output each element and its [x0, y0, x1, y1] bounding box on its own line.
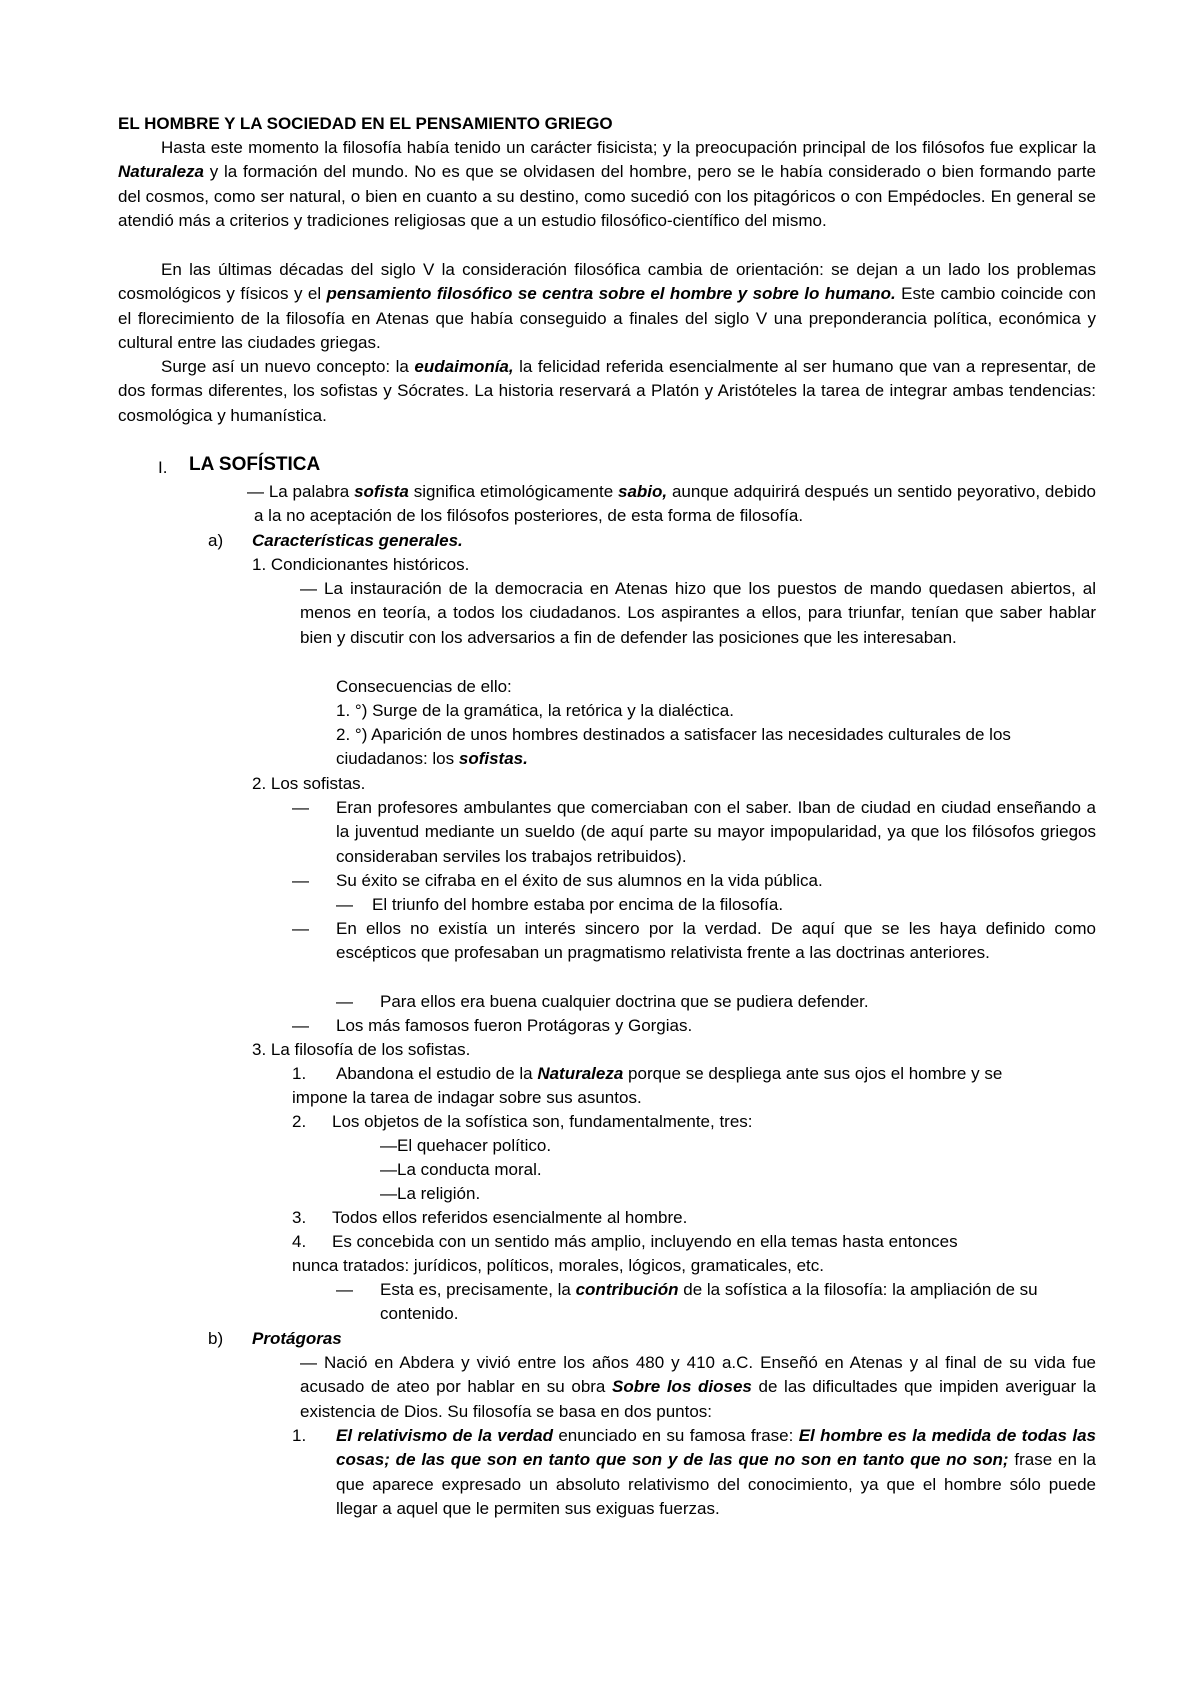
contribucion-text: Esta es, precisamente, la contribución de la sofística a la filosofía: la ampliación de su contenido.	[380, 1280, 1038, 1324]
filosofia-point-1: Abandona el estudio de la Naturaleza porque se despliega ante sus ojos el hombre y se	[336, 1064, 1003, 1083]
dash-marker: —	[336, 1280, 353, 1299]
document-title: EL HOMBRE Y LA SOCIEDAD EN EL PENSAMIENTO GRIEGO	[118, 114, 613, 133]
condicionantes-text: — La instauración de la democracia en Atenas hizo que los puestos de mando quedasen abiertos, al menos en teoría, a todos los ciudadanos. Los aspirantes a ellos, para triunfar, tenían que saber hablar bien y discutir con los adversarios a fin de defender las posiciones que les interesaban.	[300, 579, 1096, 647]
consecuencias-label: Consecuencias de ello:	[336, 677, 512, 696]
section-title: LA SOFÍSTICA	[189, 454, 321, 475]
section-number: I.	[158, 458, 168, 477]
objeto-religion: —La religión.	[380, 1184, 481, 1203]
subsection-b-title: Protágoras	[252, 1329, 342, 1348]
sofista-definition: — La palabra sofista significa etimológicamente sabio, aunque adquirirá después un sentido peyorativo, debido a la no aceptación de los filósofos posteriores, de esta forma de filosofía.	[247, 482, 1096, 526]
sofistas-point-4: Los más famosos fueron Protágoras y Gorgias.	[336, 1016, 693, 1035]
heading-condicionantes: 1. Condicionantes históricos.	[252, 555, 470, 574]
protagoras-intro: — Nació en Abdera y vivió entre los años 480 y 410 a.C. Enseñó en Atenas y al final de su vida fue acusado de ateo por hablar en su obra Sobre los dioses de las dificultades que impiden averiguar la existencia de Dios. Su filosofía se basa en dos puntos:	[300, 1353, 1096, 1421]
list-number: 1.	[292, 1426, 307, 1445]
consecuencia-2: 2. °) Aparición de unos hombres destinados a satisfacer las necesidades culturales de los ciudadanos: los sofistas.	[336, 725, 1011, 769]
dash-marker: —	[292, 871, 309, 890]
intro-paragraph-3: Surge así un nuevo concepto: la eudaimonía, la felicidad referida esencialmente al ser humano que van a representar, de dos formas diferentes, los sofistas y Sócrates. La historia reservará a Platón y Aristóteles la tarea de integrar ambas tendencias: cosmológica y humanística.	[118, 357, 1096, 425]
consecuencia-1: 1. °) Surge de la gramática, la retórica y la dialéctica.	[336, 701, 734, 720]
emphasis-eudaimonia: eudaimonía,	[414, 357, 514, 376]
heading-los-sofistas: 2. Los sofistas.	[252, 774, 366, 793]
subsection-a-label: a)	[208, 531, 224, 550]
dash-marker: —	[292, 919, 309, 938]
sofistas-point-2-sub: El triunfo del hombre estaba por encima de la filosofía.	[372, 895, 784, 914]
intro-paragraph-1: Hasta este momento la filosofía había tenido un carácter fisicista; y la preocupación principal de los filósofos fue explicar la Naturaleza y la formación del mundo. No es que se olvidasen del hombre, pero se le había considerado o bien formando parte del cosmos, como ser natural, o bien en cuanto a su destino, como sucedió con los pitagóricos o con Empédocles. En general se atendió más a criterios y tradiciones religiosas que a un estudio filosófico-científico del mismo.	[118, 138, 1096, 230]
subsection-b-label: b)	[208, 1329, 224, 1348]
dash-marker: —	[336, 895, 353, 914]
list-number: 4.	[292, 1232, 307, 1251]
emphasis-naturaleza: Naturaleza	[118, 162, 204, 182]
intro-paragraph-2: En las últimas décadas del siglo V la consideración filosófica cambia de orientación: se dejan a un lado los problemas cosmológicos y físicos y el pensamiento filosófico se centra sobre el hombre y sobre lo humano. Este cambio coincide con el florecimiento de la filosofía en Atenas que había conseguido a finales del siglo V una preponderancia política, económica y cultural entre las ciudades griegas.	[118, 260, 1097, 352]
dash-marker: —	[292, 1016, 309, 1035]
filosofia-point-2: Los objetos de la sofística son, fundamentalmente, tres:	[332, 1112, 753, 1131]
filosofia-point-4: Es concebida con un sentido más amplio, incluyendo en ella temas hasta entonces	[332, 1232, 958, 1251]
filosofia-point-1-cont: impone la tarea de indagar sobre sus asuntos.	[292, 1088, 642, 1107]
filosofia-point-3: Todos ellos referidos esencialmente al hombre.	[332, 1208, 688, 1227]
sofistas-point-3: En ellos no existía un interés sincero por la verdad. De aquí que se les haya definido como escépticos que profesaban un pragmatismo relativista frente a las doctrinas anteriores.	[336, 919, 1096, 963]
dash-marker: —	[336, 992, 353, 1011]
sofistas-point-1: Eran profesores ambulantes que comerciaban con el saber. Iban de ciudad en ciudad enseñando a la juventud mediante un sueldo (de aquí parte su mayor impopularidad, ya que los filósofos griegos consideraban serviles los trabajos retribuidos).	[336, 798, 1096, 866]
heading-filosofia-sofistas: 3. La filosofía de los sofistas.	[252, 1040, 471, 1059]
dash-marker: —	[292, 798, 309, 817]
protagoras-point-1: El relativismo de la verdad enunciado en su famosa frase: El hombre es la medida de todas las cosas; de las que son en tanto que son y de las que no son en tanto que no son; frase en la que aparece expresado un absoluto relativismo del conocimiento, ya que el hombre sólo puede llegar a aquel que le permiten sus exiguas fuerzas.	[336, 1426, 1096, 1518]
subsection-a-title: Características generales.	[252, 531, 463, 550]
list-number: 3.	[292, 1208, 307, 1227]
sofistas-point-3-sub: Para ellos era buena cualquier doctrina que se pudiera defender.	[380, 992, 869, 1011]
objeto-politico: —El quehacer político.	[380, 1136, 552, 1155]
list-number: 2.	[292, 1112, 307, 1131]
emphasis-pensamiento: pensamiento filosófico se centra sobre el hombre y sobre lo humano.	[326, 284, 896, 304]
filosofia-point-4-cont: nunca tratados: jurídicos, políticos, morales, lógicos, gramaticales, etc.	[292, 1256, 824, 1275]
list-number: 1.	[292, 1064, 307, 1083]
objeto-moral: —La conducta moral.	[380, 1160, 542, 1179]
sofistas-point-2: Su éxito se cifraba en el éxito de sus alumnos en la vida pública.	[336, 871, 823, 890]
